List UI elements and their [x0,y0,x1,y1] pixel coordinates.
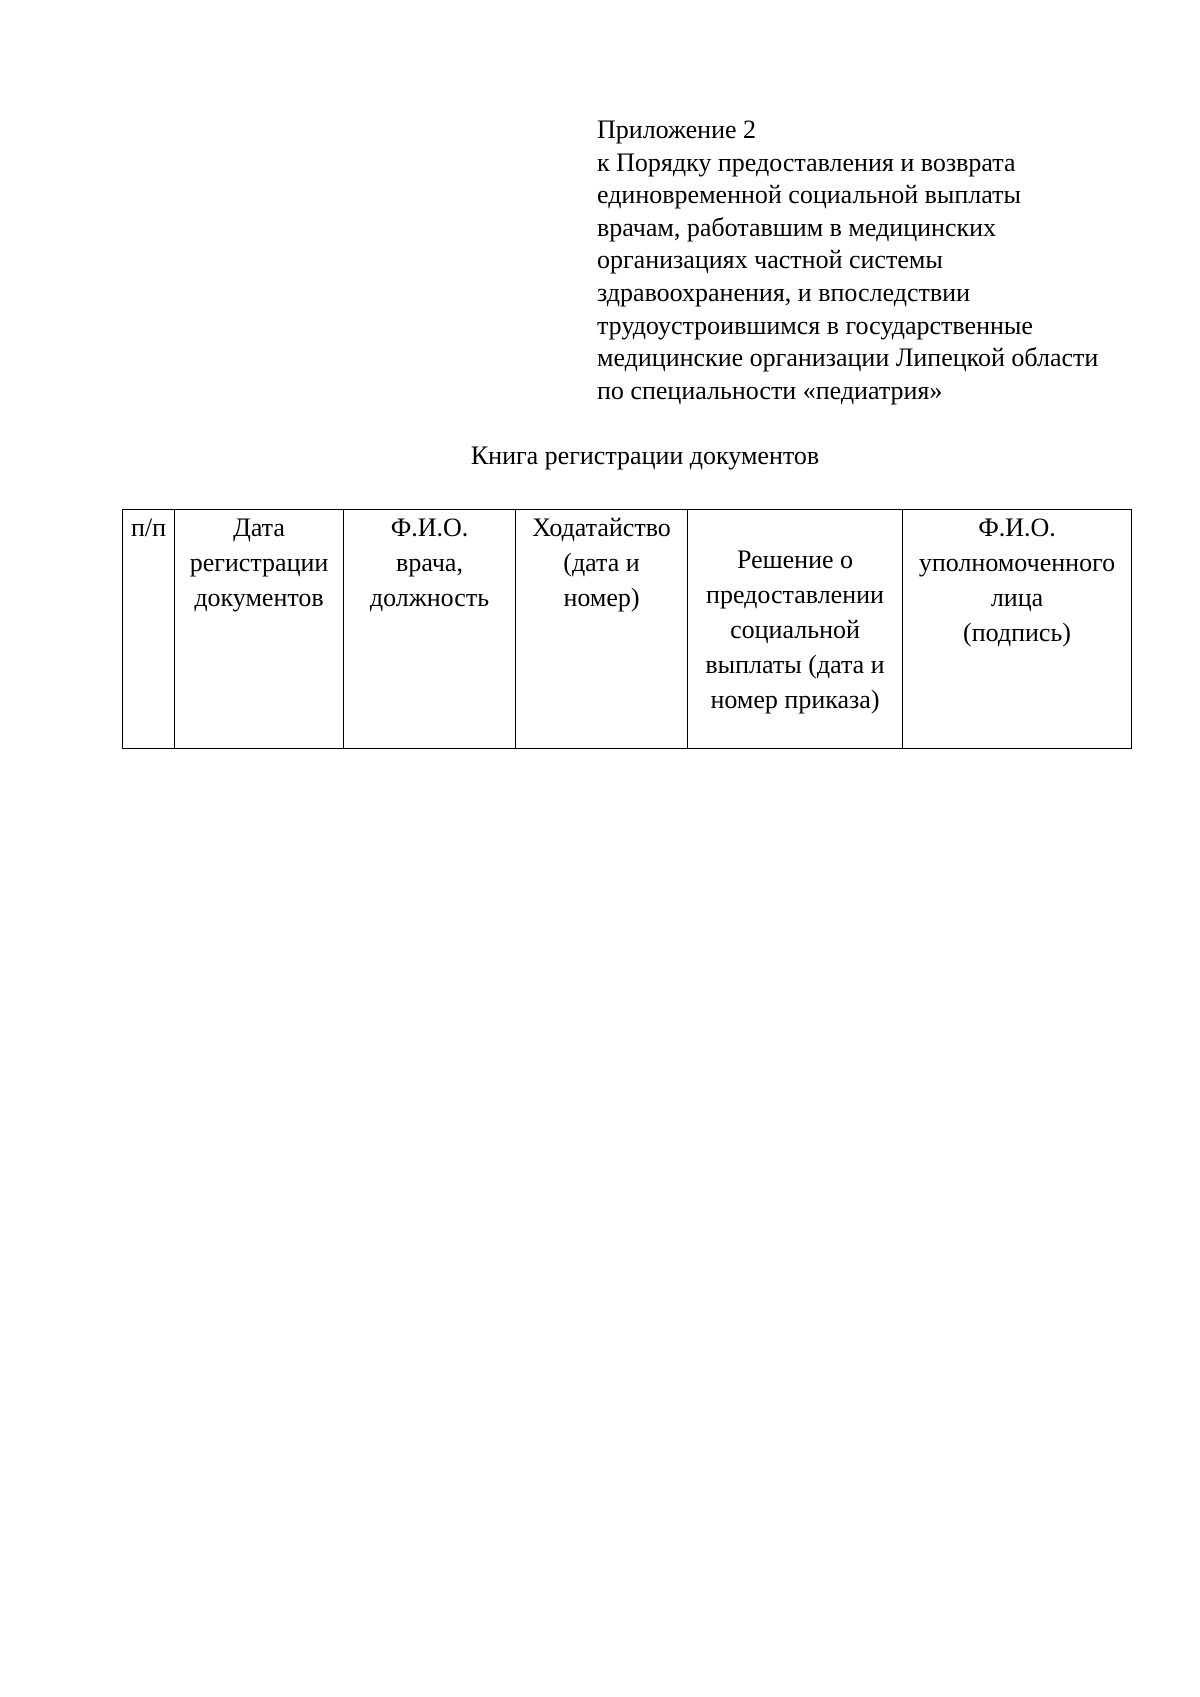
header-cell-number [123,510,175,749]
header-line: уполномоченного [918,548,1116,577]
appendix-line: к Порядку предоставления и возврата [597,147,1016,177]
header-cell-doctor-name [344,510,516,749]
appendix-line: по специальности «педиатрия» [597,375,943,405]
header-line: Ф.И.О. [390,513,469,542]
header-line: номер приказа) [710,684,880,714]
appendix-line: здравоохранения, и впоследствии [597,277,971,307]
header-line: врача, [396,548,463,577]
appendix-line: трудоустроившимся в государственные [597,310,1033,340]
header-line: Ходатайство [532,513,671,542]
header-line: должность [369,583,490,612]
header-line: п/п [130,513,167,542]
header-cell-registration-date [175,510,344,749]
header-line: (дата и [563,548,640,577]
header-line: предоставлении [706,579,884,609]
header-line: номер) [563,583,640,612]
registration-table [122,509,1132,749]
table-header-row [123,510,1132,749]
header-line: регистрации [189,548,329,577]
header-cell-authorized-person [903,510,1132,749]
header-line: документов [194,583,324,612]
header-cell-decision [688,510,903,749]
appendix-line: единовременной социальной выплаты [597,180,1021,210]
header-line: Дата [233,513,285,542]
appendix-header [597,114,1177,407]
header-line: Решение о [736,544,854,574]
appendix-line: организациях частной системы [597,245,943,275]
header-line: (подпись) [963,618,1071,647]
header-line: социальной [730,614,860,644]
appendix-line: медицинские организации Липецкой области [597,343,1099,373]
header-cell-petition [516,510,688,749]
document-title: Книга регистрации документов [470,441,820,470]
appendix-line: врачам, работавшим в медицинских [597,212,997,242]
header-line: Ф.И.О. [978,513,1056,542]
appendix-line: Приложение 2 [597,115,757,144]
header-line: выплаты (дата и [705,649,885,679]
header-line: лица [990,583,1044,612]
